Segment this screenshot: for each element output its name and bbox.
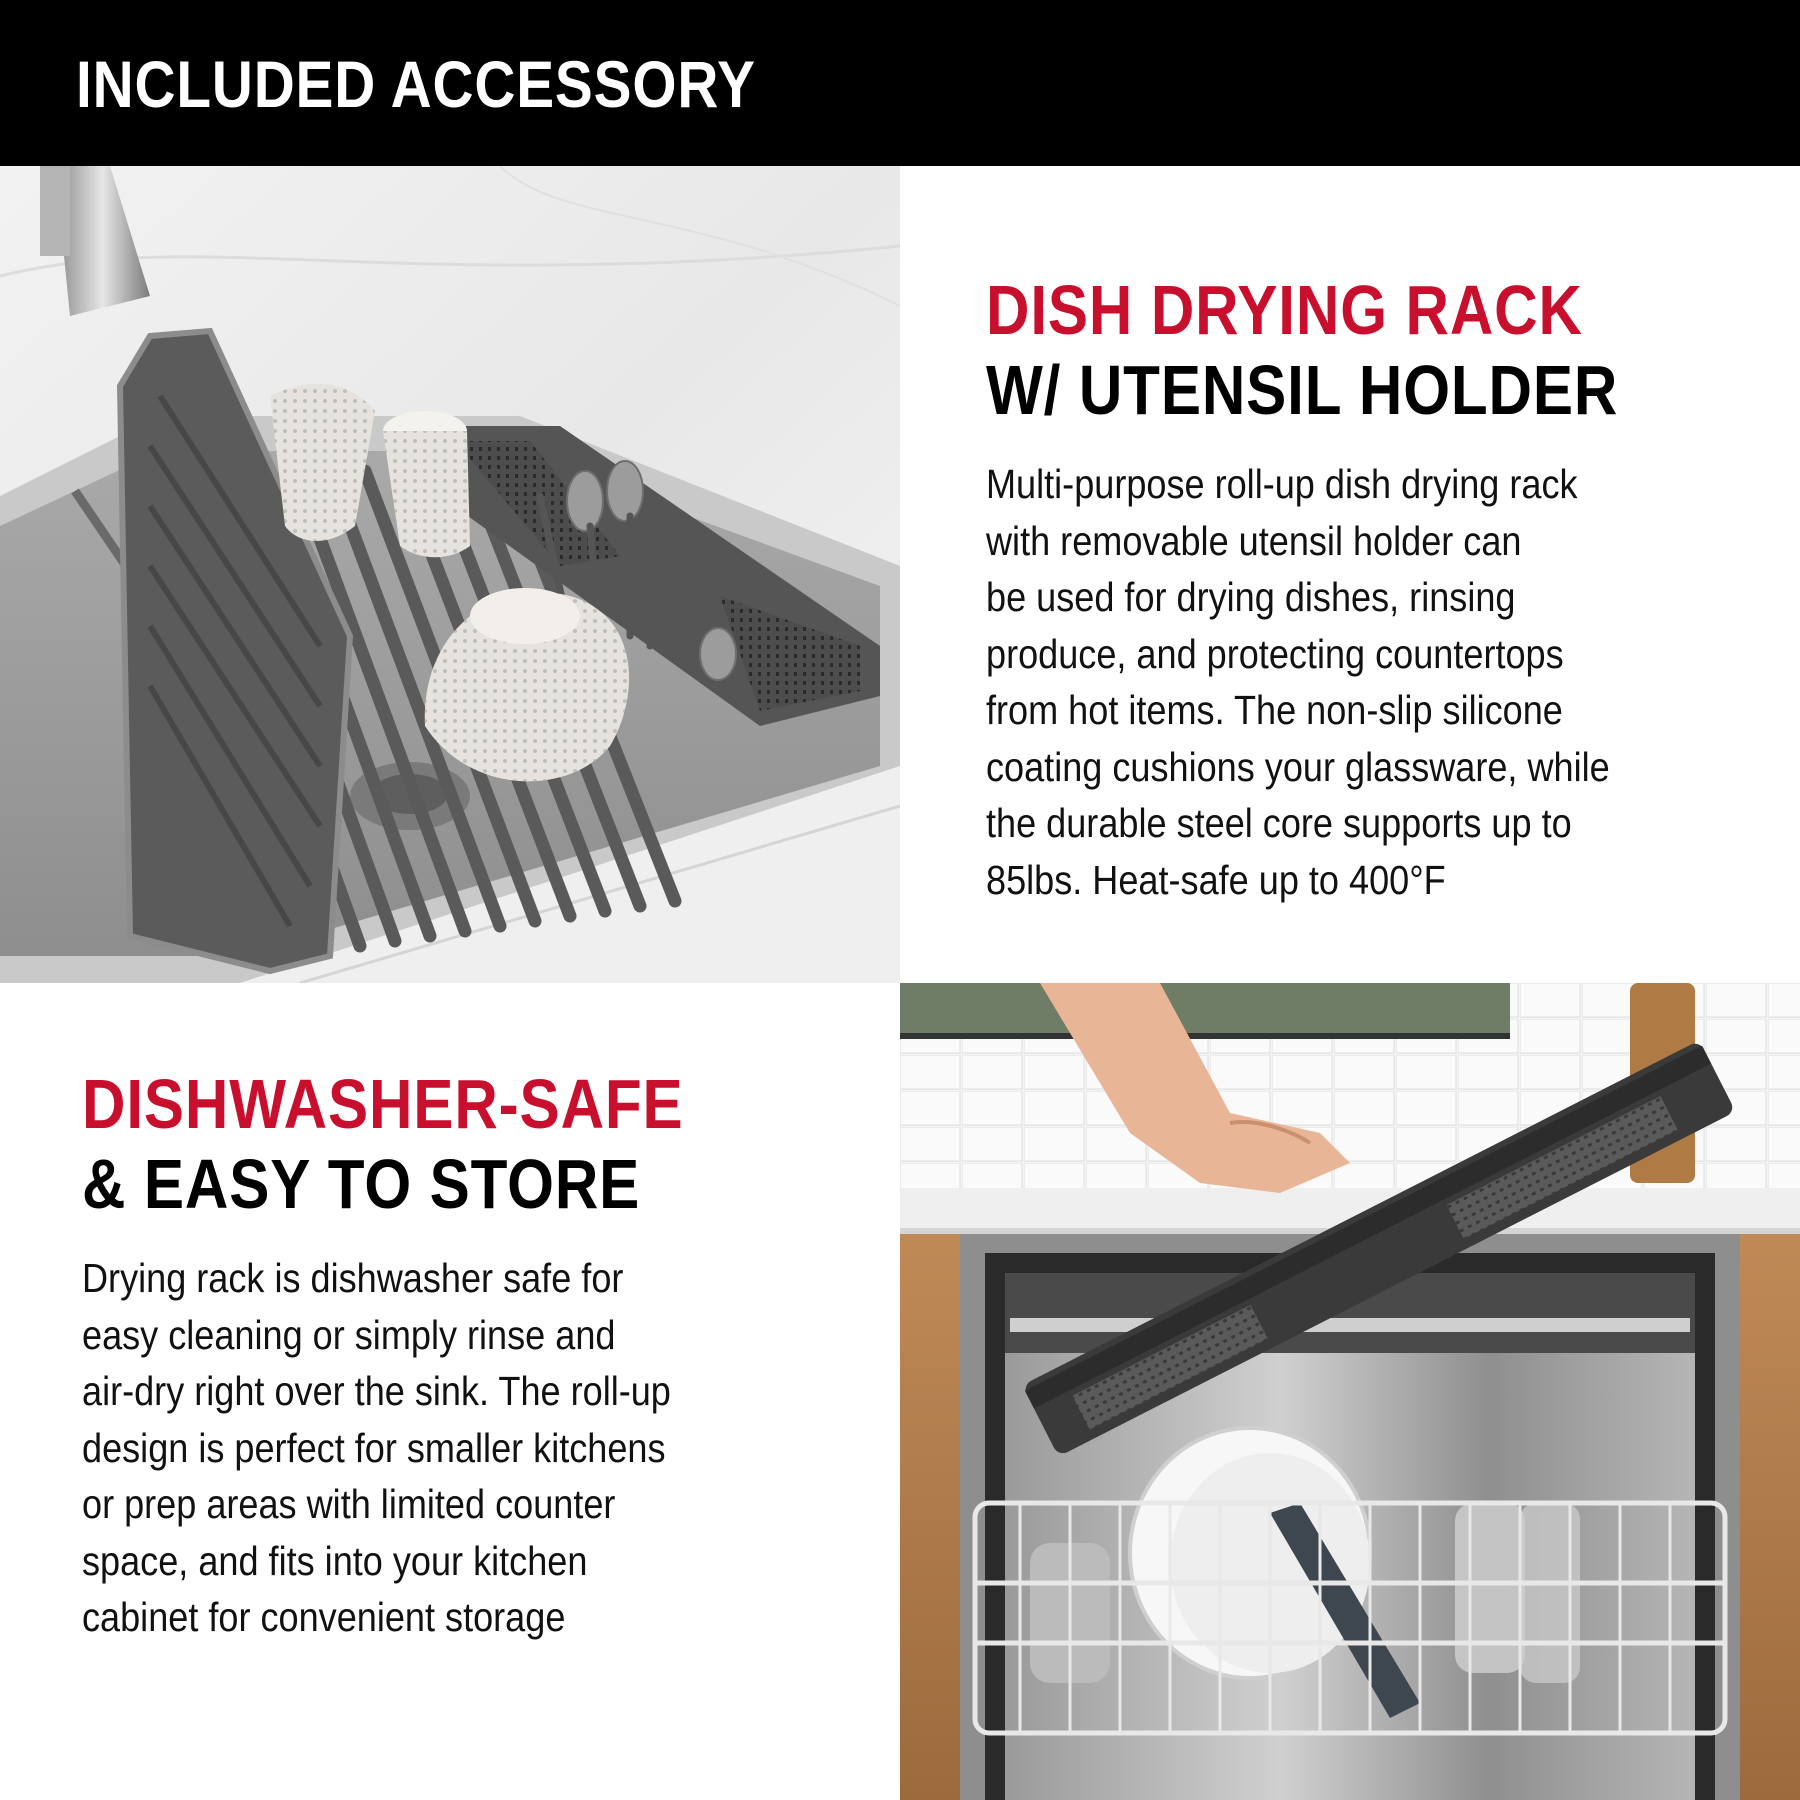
store-section xyxy=(82,1064,872,1646)
rack-description-line: produce, and protecting countertops xyxy=(986,630,1564,677)
rack-description xyxy=(986,456,1760,908)
dishwasher-photo xyxy=(900,983,1800,1800)
store-description xyxy=(82,1250,856,1646)
rack-description-line: Multi-purpose roll-up dish drying rack xyxy=(986,461,1578,507)
rack-description-line: coating cushions your glassware, while xyxy=(986,743,1610,790)
rack-description-line: be used for drying dishes, rinsing xyxy=(986,574,1516,620)
store-description-line: design is perfect for smaller kitchens xyxy=(82,1424,666,1471)
store-description-line: space, and fits into your kitchen xyxy=(82,1537,588,1584)
sink-rack-photo xyxy=(0,166,900,983)
banner-title: INCLUDED ACCESSORY xyxy=(76,47,756,121)
rack-description-line: 85lbs. Heat-safe up to 400°F xyxy=(986,856,1446,903)
rack-description-line: from hot items. The non-slip silicone xyxy=(986,687,1563,733)
store-description-line: Drying rack is dishwasher safe for xyxy=(82,1255,624,1301)
store-description-line: or prep areas with limited counter xyxy=(82,1481,616,1527)
store-heading-black: & EASY TO STORE xyxy=(82,1145,641,1223)
rack-description-line: the durable steel core supports up to xyxy=(986,800,1572,846)
store-description-line: cabinet for convenient storage xyxy=(82,1594,566,1640)
store-description-line: easy cleaning or simply rinse and xyxy=(82,1311,616,1358)
rack-section xyxy=(986,270,1776,908)
store-heading-red: DISHWASHER-SAFE xyxy=(82,1065,684,1143)
rack-heading-black: W/ UTENSIL HOLDER xyxy=(986,351,1619,429)
store-description-line: air-dry right over the sink. The roll-up xyxy=(82,1368,671,1414)
rack-heading-red: DISH DRYING RACK xyxy=(986,271,1583,349)
top-banner xyxy=(0,0,1800,166)
rack-description-line: with removable utensil holder can xyxy=(986,517,1522,564)
